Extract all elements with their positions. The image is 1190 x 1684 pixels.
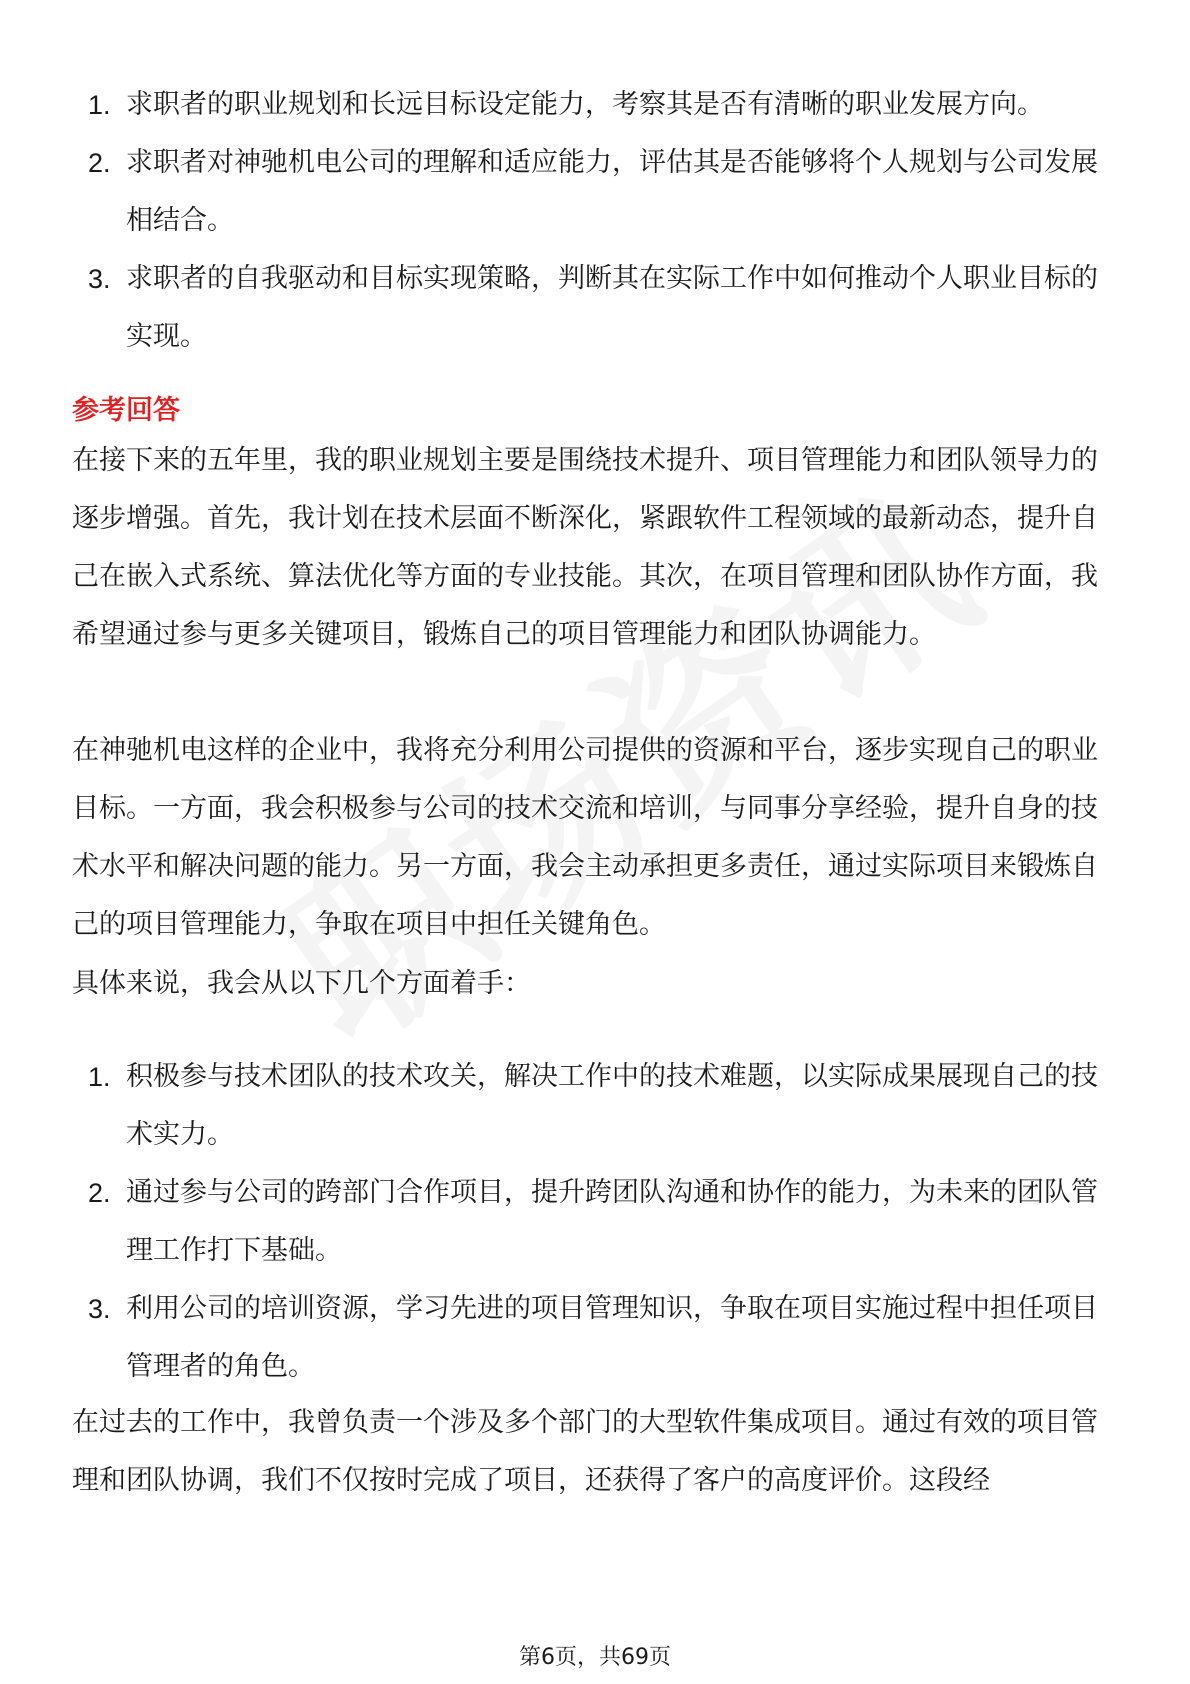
- list-number: 1.: [88, 1062, 111, 1092]
- list-text: 利用公司的培训资源，学习先进的项目管理知识，争取在项目实施过程中担任项目管理者的角色。: [126, 1293, 1098, 1382]
- list-text: 求职者的自我驱动和目标实现策略，判断其在实际工作中如何推动个人职业目标的实现。: [126, 263, 1098, 352]
- list-item: [72, 134, 1112, 250]
- page-footer: 第6页，共69页: [519, 1645, 671, 1670]
- list-number: 2.: [88, 1178, 111, 1208]
- list-number: 1.: [88, 90, 111, 120]
- evaluation-points-list: [72, 76, 1112, 366]
- section-heading: 参考回答: [72, 395, 180, 426]
- answer-paragraph: 在接下来的五年里，我的职业规划主要是围绕技术提升、项目管理能力和团队领导力的逐步增强。首先，我计划在技术层面不断深化，紧跟软件工程领域的最新动态，提升自己在嵌入式系统、算法优化等方面的专业技能。其次，在项目管理和团队协作方面，我希望通过参与更多关键项目，锻炼自己的项目管理能力和团队协调能力。: [72, 445, 1098, 650]
- answer-paragraph: 在神驰机电这样的企业中，我将充分利用公司提供的资源和平台，逐步实现自己的职业目标。一方面，我会积极参与公司的技术交流和培训，与同事分享经验，提升自身的技术水平和解决问题的能力。另一方面，我会主动承担更多责任，通过实际项目来锻炼自己的项目管理能力，争取在项目中担任关键角色。: [72, 735, 1098, 940]
- action-plan-list: [72, 1048, 1112, 1396]
- list-number: 3.: [88, 264, 111, 294]
- list-text: 求职者的职业规划和长远目标设定能力，考察其是否有清晰的职业发展方向。: [126, 89, 1044, 120]
- list-item: [72, 76, 1112, 134]
- list-item: [72, 1164, 1112, 1280]
- answer-paragraph: 具体来说，我会从以下几个方面着手：: [72, 968, 531, 999]
- list-item: [72, 1280, 1112, 1396]
- list-item: [72, 1048, 1112, 1164]
- list-number: 2.: [88, 148, 111, 178]
- list-text: 积极参与技术团队的技术攻关，解决工作中的技术难题，以实际成果展现自己的技术实力。: [126, 1061, 1098, 1150]
- list-number: 3.: [88, 1294, 111, 1324]
- answer-paragraph: 在过去的工作中，我曾负责一个涉及多个部门的大型软件集成项目。通过有效的项目管理和团队协调，我们不仅按时完成了项目，还获得了客户的高度评价。这段经: [72, 1407, 1098, 1496]
- list-text: 通过参与公司的跨部门合作项目，提升跨团队沟通和协作的能力，为未来的团队管理工作打下基础。: [126, 1177, 1098, 1266]
- list-item: [72, 250, 1112, 366]
- list-text: 求职者对神驰机电公司的理解和适应能力，评估其是否能够将个人规划与公司发展相结合。: [126, 147, 1098, 236]
